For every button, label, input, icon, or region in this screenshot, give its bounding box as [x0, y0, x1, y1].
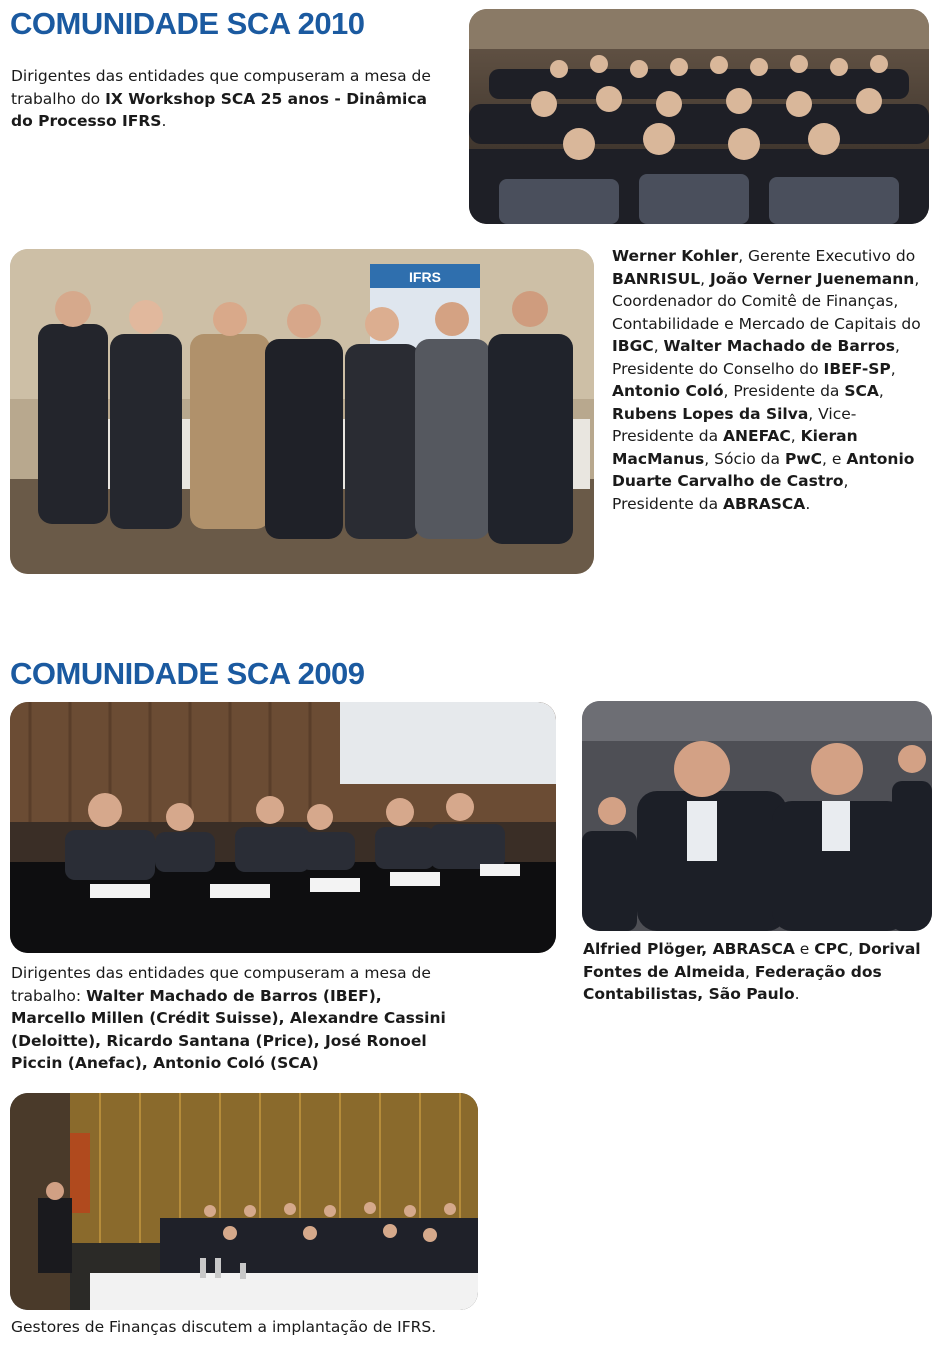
caption-run: Federação dos Contabilistas, São Paulo [583, 962, 882, 1003]
caption-run: CPC [814, 940, 849, 958]
caption-run: ABRASCA [723, 494, 806, 513]
group-caption-2010 [612, 245, 930, 515]
caption-run: PwC [784, 449, 823, 468]
caption-run: Kieran MacManus [612, 427, 858, 468]
caption-run: , [890, 359, 896, 378]
hall-caption-2009 [11, 1316, 471, 1339]
caption-run: , Sócio da [704, 449, 785, 468]
caption-run: , Gerente Executivo do [738, 247, 916, 265]
section-2009-heading: COMUNIDADE SCA 2009 [10, 656, 365, 691]
caption-run: Walter Machado de Barros (IBEF), Marcello Millen (Crédit Suisse), Alexandre Cassini (Deloitte), Ricardo Santana (Price), José Ronoel Piccin (Anefac), Antonio Coló (SCA) [11, 986, 446, 1072]
caption-run: João Verner Juenemann [709, 269, 915, 288]
section-2010-heading: COMUNIDADE SCA 2010 [10, 6, 365, 41]
pair-photo [582, 701, 932, 931]
caption-run: e [794, 940, 815, 958]
caption-run: . [794, 985, 800, 1003]
hall-photo [10, 1093, 478, 1310]
caption-run: Antonio Duarte Carvalho de Castro [612, 449, 915, 490]
caption-run: Antonio Coló [612, 382, 724, 400]
caption-run: ANEFAC [723, 427, 791, 445]
caption-run: Rubens Lopes da Silva [612, 404, 809, 423]
caption-run: BANRISUL [612, 269, 701, 288]
caption-run: Dirigentes das entidades que compuseram a mesa de trabalho: [11, 964, 431, 1005]
caption-run: , Presidente da [612, 472, 849, 513]
caption-run: Dirigentes das entidades que compuseram a mesa de trabalho do [11, 67, 431, 108]
caption-run: , [700, 269, 710, 288]
group-photo [10, 249, 594, 574]
panel-photo [10, 702, 556, 953]
caption-run: Walter Machado de Barros [663, 337, 895, 355]
caption-run: , e [822, 449, 847, 468]
caption-run: , [878, 382, 884, 400]
panel-caption-2009 [11, 962, 451, 1075]
caption-run: IX Workshop SCA 25 anos - Dinâmica do Processo IFRS [11, 89, 428, 130]
caption-run: SCA [844, 382, 879, 400]
caption-run: , [653, 337, 664, 355]
caption-run: , [848, 940, 859, 958]
pair-caption-2009 [583, 938, 928, 1006]
caption-run: IBEF-SP [823, 359, 891, 378]
audience-photo [469, 9, 929, 224]
ifrs-banner-text: IFRS [409, 269, 441, 285]
caption-run: Alfried Plöger, ABRASCA [583, 940, 795, 958]
caption-run: Werner Kohler [612, 247, 739, 265]
caption-run: , [745, 962, 755, 981]
caption-run: , [790, 427, 801, 445]
caption-run: IBGC [612, 337, 654, 355]
caption-run: . [161, 112, 167, 130]
caption-run: Dorival Fontes de Almeida [583, 940, 921, 981]
caption-run: Gestores de Finanças discutem a implantação de IFRS. [11, 1318, 437, 1336]
caption-run: , Vice- Presidente da [612, 404, 857, 445]
caption-run: . [805, 494, 811, 513]
caption-run: , Presidente da [723, 382, 845, 400]
caption-run: , Presidente do Conselho do [612, 337, 900, 378]
intro-caption-2010 [11, 65, 441, 133]
caption-run: , Coordenador do Comitê de Finanças, Contabilidade e Mercado de Capitais do [612, 269, 921, 333]
